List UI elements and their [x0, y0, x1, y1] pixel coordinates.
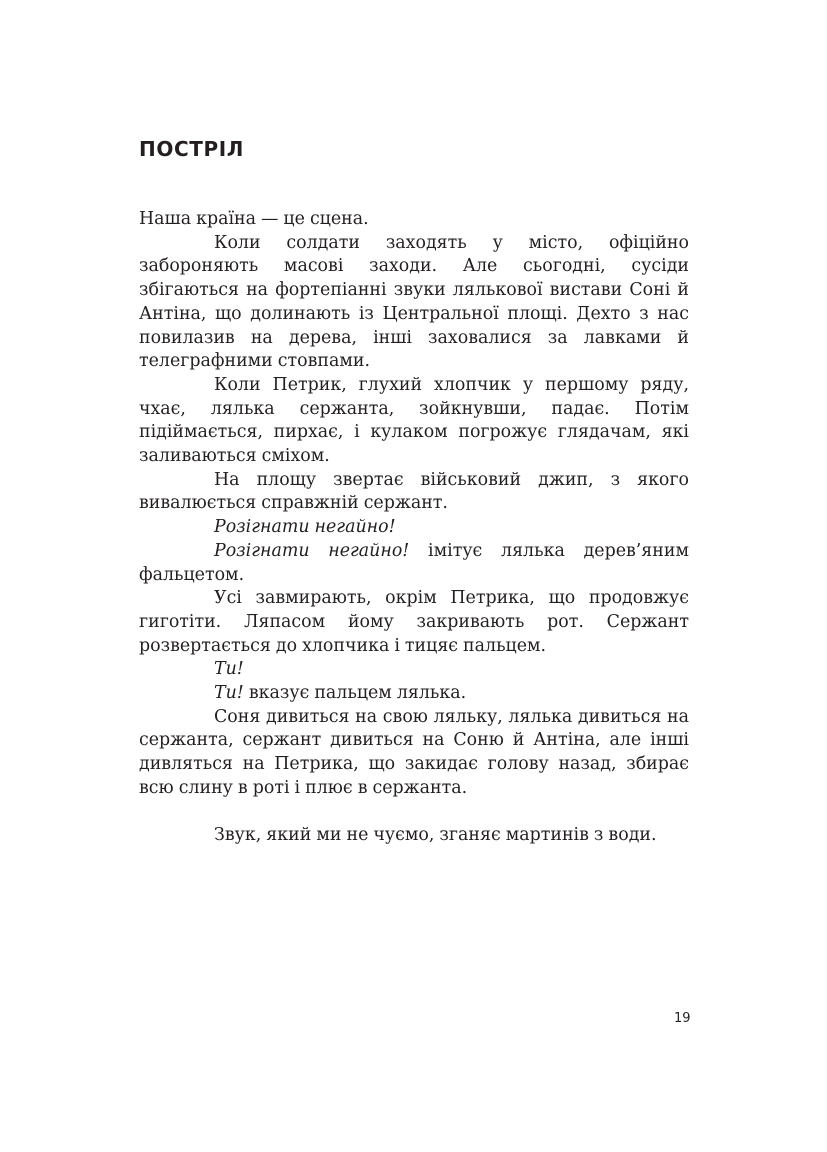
- story-text: [139, 208, 689, 848]
- paragraph: Усі завмирають, окрім Петрика, що продовжує гиготіти. Ляпасом йому закривають рот. Сержант розвертається до хлопчика і тицяє пальцем.: [139, 588, 689, 656]
- chapter-title: ПОСТРІЛ: [139, 137, 244, 161]
- paragraph: [139, 516, 689, 540]
- paragraph-text: імітує лялька дерев’яним фальцетом.: [139, 540, 689, 585]
- italic-dialogue: Розігнати негайно!: [214, 540, 410, 561]
- italic-dialogue: Ти!: [214, 683, 244, 704]
- paragraph-text: вказує пальцем лялька.: [243, 683, 467, 704]
- paragraph: [139, 682, 689, 706]
- paragraph: [139, 658, 689, 682]
- italic-dialogue: Ти!: [214, 659, 244, 680]
- paragraph: Наша країна — це сцена.: [139, 209, 369, 229]
- paragraph: Соня дивиться на свою ляльку, лялька дивиться на сержанта, сержант дивиться на Соню й Антіна, але інші дивляться на Петрика, що закидає голову назад, збирає всю слину в роті і плює в сержанта.: [139, 706, 689, 798]
- italic-dialogue: Розігнати негайно!: [214, 517, 396, 538]
- closing-paragraph: Звук, який ми не чуємо, зганяє мартинів з води.: [214, 825, 657, 846]
- paragraph: [139, 540, 689, 587]
- page-number: 19: [674, 1011, 691, 1026]
- paragraph: Коли солдати заходять у місто, офіційно забороняють масові заходи. Але сьогодні, сусіди збігаються на фортепіанні звуки лялькової вистави Соні й Антіна, що долинають із Центральної площі. Дехто з нас повилазив на дерева, інші заховалися за лавками й телеграфними стовпами.: [139, 232, 689, 372]
- paragraph: Коли Петрик, глухий хлопчик у першому ряду, чхає, лялька сержанта, зойкнувши, падає. Потім підіймається, пирхає, і кулаком погрожує глядачам, які заливаються сміхом.: [139, 374, 689, 467]
- paragraph: На площу звертає військовий джип, з якого вивалюється справжній сержант.: [139, 469, 689, 514]
